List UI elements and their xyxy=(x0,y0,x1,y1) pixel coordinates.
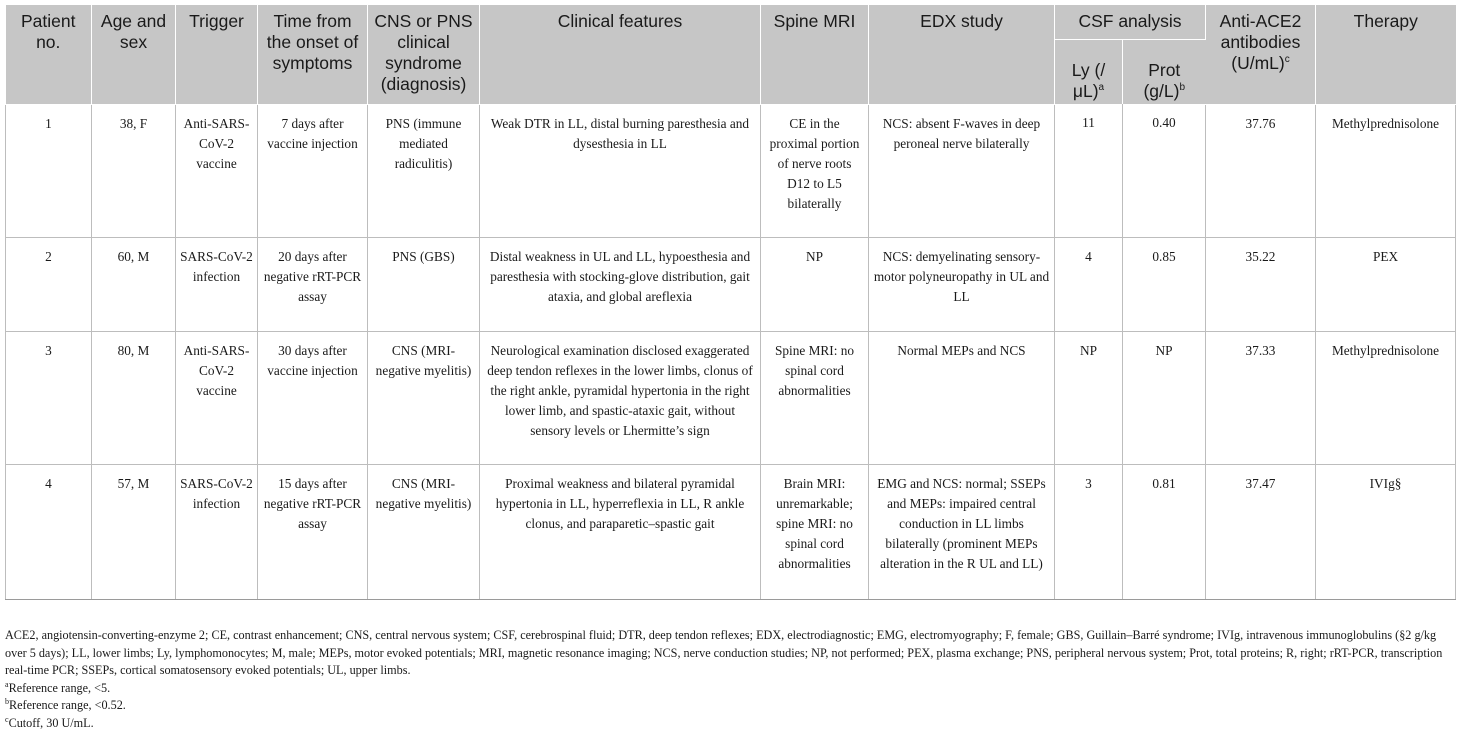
cell-age-sex: 60, M xyxy=(92,237,176,331)
cell-ace2: 37.33 xyxy=(1206,331,1316,464)
footnote-a xyxy=(5,680,1445,698)
footnote-b xyxy=(5,697,1445,715)
cell-edx: Normal MEPs and NCS xyxy=(869,331,1055,464)
header-csf-analysis: CSF analysis xyxy=(1055,5,1206,40)
cell-ly: 4 xyxy=(1055,237,1123,331)
header-edx-study: EDX study xyxy=(869,5,1055,104)
table-row xyxy=(6,331,1456,464)
header-ly-label: Ly (/μL) xyxy=(1071,60,1106,101)
table-row xyxy=(6,464,1456,599)
footnote-marker-b: b xyxy=(1179,82,1186,94)
cell-trigger: SARS-CoV-2 infection xyxy=(176,237,258,331)
cell-clinical-features: Neurological examination disclosed exaggerated deep tendon reflexes in the lower limbs, clonus of the right ankle, pyramidal hypertonia in the right lower limb, and spastic-ataxic gait, without sensory levels or Lhermitte’s sign xyxy=(480,331,761,464)
cell-prot: NP xyxy=(1123,331,1206,464)
cell-patient-no: 4 xyxy=(6,464,92,599)
cell-therapy: Methylprednisolone xyxy=(1316,104,1456,237)
cell-spine-mri: NP xyxy=(761,237,869,331)
cell-clinical-features: Distal weakness in UL and LL, hypoesthesia and paresthesia with stocking-glove distribution, gait ataxia, and global areflexia xyxy=(480,237,761,331)
footnote-c xyxy=(5,715,1445,733)
cell-ly: 11 xyxy=(1055,104,1123,237)
cell-age-sex: 57, M xyxy=(92,464,176,599)
footnote-b-text: Reference range, <0.52. xyxy=(9,698,126,712)
footnote-marker-a: a xyxy=(1098,82,1105,94)
cell-trigger: SARS-CoV-2 infection xyxy=(176,464,258,599)
cell-syndrome: CNS (MRI-negative myelitis) xyxy=(368,331,480,464)
cell-spine-mri: Spine MRI: no spinal cord abnormalities xyxy=(761,331,869,464)
header-syndrome: CNS or PNS clinical syndrome (diagnosis) xyxy=(368,5,480,104)
cell-trigger: Anti-SARS-CoV-2 vaccine xyxy=(176,104,258,237)
cell-age-sex: 38, F xyxy=(92,104,176,237)
cell-prot: 0.81 xyxy=(1123,464,1206,599)
cell-ly: 3 xyxy=(1055,464,1123,599)
cell-clinical-features: Weak DTR in LL, distal burning paresthesia and dysesthesia in LL xyxy=(480,104,761,237)
cell-edx: NCS: demyelinating sensory-motor polyneuropathy in UL and LL xyxy=(869,237,1055,331)
cell-prot: 0.85 xyxy=(1123,237,1206,331)
header-age-sex: Age and sex xyxy=(92,5,176,104)
footnote-a-mark: a xyxy=(5,679,9,689)
footnote-a-text: Reference range, <5. xyxy=(8,680,111,695)
table-container xyxy=(5,5,1455,600)
cell-edx: NCS: absent F-waves in deep peroneal nerve bilaterally xyxy=(869,104,1055,237)
cell-time: 7 days after vaccine injection xyxy=(258,104,368,237)
header-therapy: Therapy xyxy=(1316,5,1456,104)
header-clinical-features: Clinical features xyxy=(480,5,761,104)
cell-therapy: PEX xyxy=(1316,237,1456,331)
header-time: Time from the onset of symptoms xyxy=(258,5,368,104)
cell-patient-no: 3 xyxy=(6,331,92,464)
cell-syndrome: PNS (GBS) xyxy=(368,237,480,331)
cell-ace2: 37.76 xyxy=(1206,104,1316,237)
header-spine-mri: Spine MRI xyxy=(761,5,869,104)
cell-trigger: Anti-SARS-CoV-2 vaccine xyxy=(176,331,258,464)
cell-syndrome: PNS (immune mediated radiculitis) xyxy=(368,104,480,237)
cell-therapy: Methylprednisolone xyxy=(1316,331,1456,464)
cell-edx: EMG and NCS: normal; SSEPs and MEPs: impaired central conduction in LL limbs bilaterally (prominent MEPs alteration in the R UL and LL) xyxy=(869,464,1055,599)
cell-patient-no: 1 xyxy=(6,104,92,237)
table-header xyxy=(6,5,1456,104)
cell-ly: NP xyxy=(1055,331,1123,464)
header-anti-ace2-label: Anti-ACE2 antibodies (U/mL) xyxy=(1219,11,1302,73)
cell-prot: 0.40 xyxy=(1123,104,1206,237)
cell-time: 15 days after negative rRT-PCR assay xyxy=(258,464,368,599)
cell-clinical-features: Proximal weakness and bilateral pyramidal hypertonia in LL, hyperreflexia in LL, R ankle clonus, and paraparetic–spastic gait xyxy=(480,464,761,599)
cell-time: 20 days after negative rRT-PCR assay xyxy=(258,237,368,331)
footnote-c-text: Cutoff, 30 U/mL. xyxy=(8,715,94,730)
header-ly xyxy=(1055,40,1123,105)
cell-patient-no: 2 xyxy=(6,237,92,331)
cell-syndrome: CNS (MRI-negative myelitis) xyxy=(368,464,480,599)
footnote-c-mark: c xyxy=(5,714,9,724)
cell-age-sex: 80, M xyxy=(92,331,176,464)
table-row xyxy=(6,237,1456,331)
cell-ace2: 37.47 xyxy=(1206,464,1316,599)
header-trigger: Trigger xyxy=(176,5,258,104)
patients-table xyxy=(5,5,1456,600)
footnote-b-mark: b xyxy=(5,696,9,706)
cell-spine-mri: Brain MRI: unremarkable; spine MRI: no spinal cord abnormalities xyxy=(761,464,869,599)
header-prot xyxy=(1123,40,1206,105)
footnote-marker-c: c xyxy=(1284,54,1290,66)
cell-time: 30 days after vaccine injection xyxy=(258,331,368,464)
cell-therapy: IVIg§ xyxy=(1316,464,1456,599)
cell-spine-mri: CE in the proximal portion of nerve roots D12 to L5 bilaterally xyxy=(761,104,869,237)
cell-ace2: 35.22 xyxy=(1206,237,1316,331)
table-footnotes xyxy=(5,627,1445,732)
abbreviations-note: ACE2, angiotensin-converting-enzyme 2; CE, contrast enhancement; CNS, central nervous system; CSF, cerebrospinal fluid; DTR, deep tendon reflexes; EDX, electrodiagnostic; EMG, electromyography; F, female; GBS, Guillain–Barré syndrome; IVIg, intravenous immunoglobulins (§2 g/kg over 5 days); LL, lower limbs; Ly, lymphomonocytes; M, male; MEPs, motor evoked potentials; MRI, magnetic resonance imaging; NCS, nerve conduction studies; NP, not performed; PEX, plasma exchange; PNS, peripheral nervous system; Prot, total proteins; R, right; rRT-PCR, transcription real-time PCR; SSEPs, cortical somatosensory evoked potentials; UL, upper limbs. xyxy=(5,628,1443,677)
header-anti-ace2 xyxy=(1206,5,1316,104)
header-patient-no: Patient no. xyxy=(6,5,92,104)
header-prot-label: Prot (g/L) xyxy=(1143,60,1181,101)
table-body xyxy=(6,104,1456,599)
table-row xyxy=(6,104,1456,237)
